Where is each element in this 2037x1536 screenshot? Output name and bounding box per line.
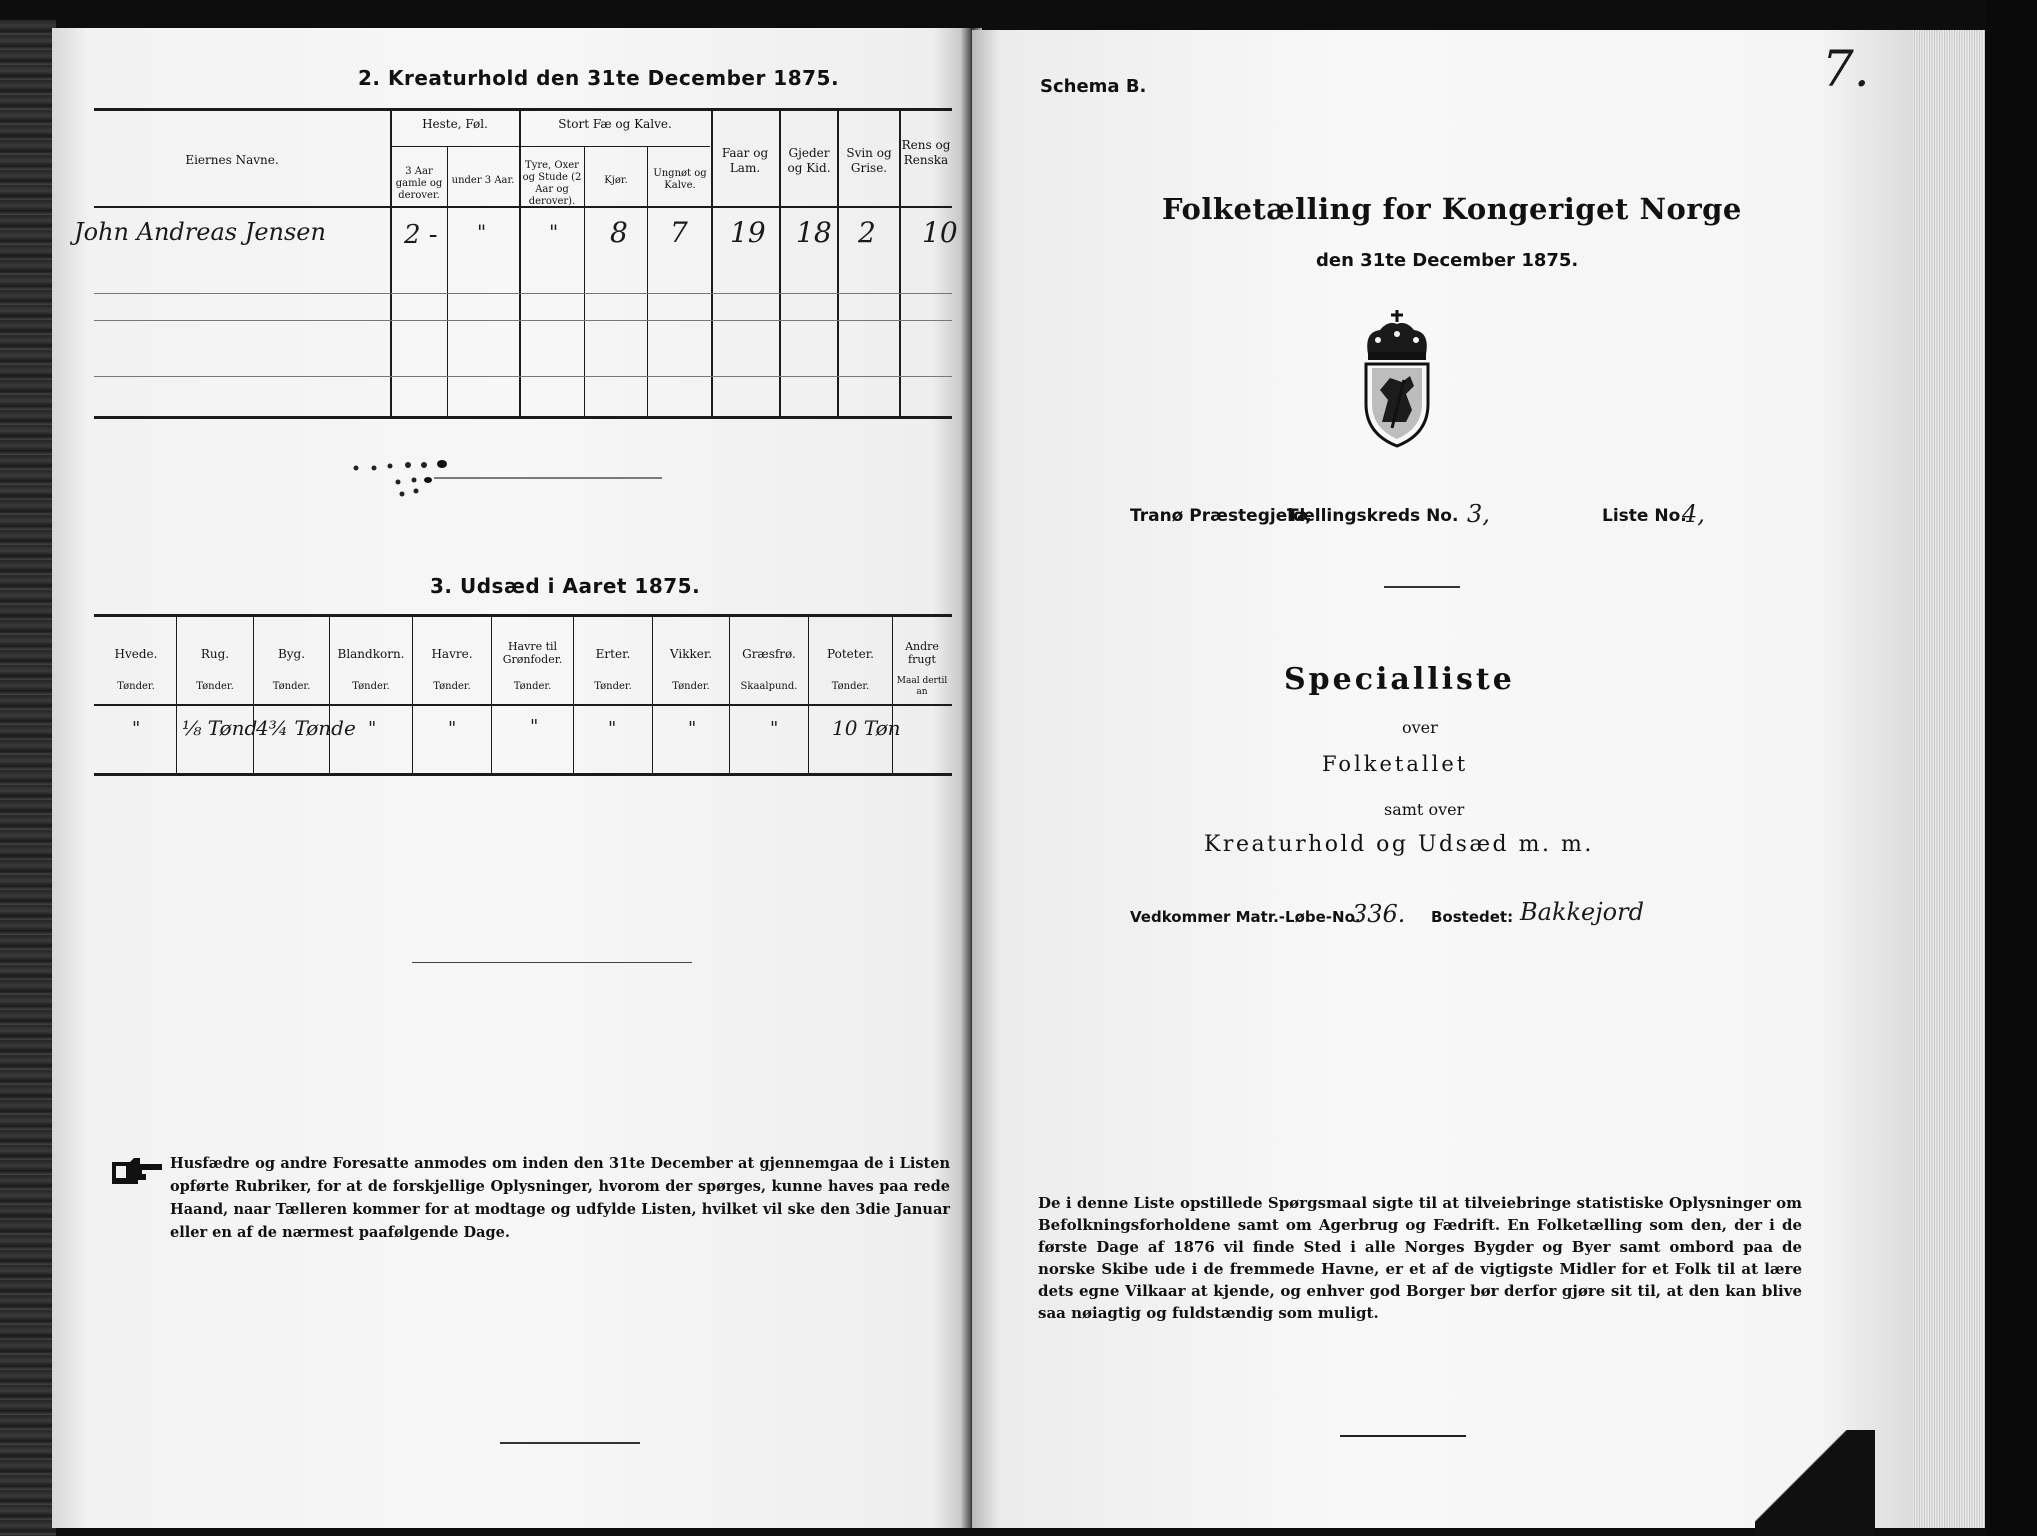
background-right [1985, 0, 2037, 1536]
sow-value: " [530, 716, 539, 737]
sow-value: 10 Tøn [832, 716, 901, 740]
header-cattle: Stort Fæ og Kalve. [558, 117, 672, 131]
divider-rule [1340, 1435, 1466, 1437]
notice-paragraph: Husfædre og andre Foresatte anmodes om inden den 31te December at gjennemgaa de i Listen opførte Rubriker, for at de forskjellige Oplysninger, hvorom der spørges, kunne haves paa rede Haand, naar Tælleren kommer for at modtage og udfylde Listen, hvilket vil ske den 3die Januar eller en af de nærmest paafølgende Dage. [170, 1155, 950, 1241]
header-pigs: Svin og Grise. [846, 146, 892, 175]
kreaturhold-text: Kreaturhold og Udsæd m. m. [1204, 832, 1594, 857]
header-calves: Ungnøt og Kalve. [653, 168, 707, 191]
list-value: 4, [1682, 500, 1705, 528]
column-rule [652, 616, 653, 773]
table-rule [94, 773, 952, 776]
table-rule [392, 146, 710, 147]
column-rule [519, 110, 521, 416]
pointing-hand-icon [110, 1156, 166, 1186]
column-rule [573, 616, 574, 773]
sow-value: " [688, 718, 697, 739]
parish-label: Tranø Præstegjeld, [1130, 506, 1312, 526]
page-corner-shadow [1755, 1430, 1875, 1536]
right-page [972, 30, 1912, 1528]
value-pigs: 2 [858, 216, 876, 249]
sow-unit: Tønder. [196, 681, 234, 692]
sow-header-peas: Erter. [595, 647, 631, 661]
table-rule [94, 416, 952, 419]
header-reindeer: Rens og Renska [901, 138, 951, 167]
sow-value: " [368, 718, 377, 739]
table-rule [94, 320, 952, 321]
sow-header-barley: Byg. [277, 647, 306, 661]
sow-header-vetch: Vikker. [669, 647, 713, 661]
special-title: Specialliste [1284, 662, 1515, 697]
page-stack-edge [1905, 30, 1985, 1528]
divider-rule [412, 962, 692, 963]
header-horses-under3: under 3 Aar. [451, 175, 515, 186]
intro-paragraph: De i denne Liste opstillede Spørgsmaal sigte til at tilveiebringe statistiske Oplysninger om Befolkningsforholdene samt om Agerbrug og Fædrift. En Folketælling som den, der i de første Dage af 1876 vil finde Sted i alle Norges Bygder og Byer samt ombord paa de norske Skibe ude i de fremmede Havne, er et af de vigtigste Midler for et Folk til at lære dets egne Vilkaar at kjende, og enhver god Borger bør derfor gjøre sit til, at den kan blive saa nøiagtig og fuldstændig som muligt. [1038, 1194, 1802, 1322]
coat-of-arms-icon [1352, 310, 1442, 450]
list-label: Liste No. [1602, 506, 1687, 526]
sow-unit: Tønder. [594, 681, 632, 692]
header-owner: Eiernes Navne. [185, 153, 279, 167]
column-rule [390, 110, 392, 416]
sow-header-wheat: Hvede. [114, 647, 158, 661]
header-bulls: Tyre, Oxer og Stude (2 Aar og derover). [522, 160, 582, 207]
folketallet-text: Folketallet [1322, 752, 1469, 776]
sow-unit: Skaalpund. [740, 681, 798, 692]
value-horses-over3: 2 - [404, 220, 438, 250]
value-goats: 18 [796, 216, 832, 249]
samt-over-text: samt over [1384, 800, 1465, 819]
book-edge-left [0, 20, 56, 1536]
bostedet-value: Bakkejord [1520, 898, 1644, 926]
sowing-title: 3. Udsæd i Aaret 1875. [430, 574, 701, 598]
sow-value: " [608, 718, 617, 739]
value-cows: 8 [610, 216, 628, 249]
table-rule [94, 108, 952, 111]
matr-value: 336. [1352, 900, 1406, 928]
sow-unit: Tønder. [831, 681, 870, 692]
column-rule [176, 616, 177, 773]
schema-label: Schema B. [1040, 76, 1147, 97]
left-page [52, 28, 970, 1528]
sow-value: 4¾ Tønde [256, 716, 356, 740]
sow-header-oats: Havre. [431, 647, 473, 661]
sow-unit: Tønder. [672, 681, 710, 692]
sow-header-other: Andre frugt [905, 640, 939, 666]
table-rule [94, 704, 952, 706]
sow-unit: Tønder. [272, 681, 311, 692]
divider-rule [1384, 586, 1460, 588]
sow-unit: Tønder. [117, 681, 155, 692]
column-rule [329, 616, 330, 773]
table-rule [94, 376, 952, 377]
sow-header-rye: Rug. [200, 647, 230, 661]
district-label: Tællingskreds No. [1287, 506, 1459, 526]
value-reindeer: 10 [922, 216, 958, 249]
sow-header-mixed: Blandkorn. [337, 647, 405, 661]
bostedet-label: Bostedet: [1431, 908, 1514, 926]
sow-value: " [770, 718, 779, 739]
header-sheep: Faar og Lam. [721, 146, 769, 175]
owner-name: John Andreas Jensen [74, 218, 326, 246]
ink-dots-flourish [342, 458, 672, 518]
livestock-title: 2. Kreaturhold den 31te December 1875. [358, 66, 840, 90]
sow-unit: Tønder. [352, 681, 390, 692]
table-rule [94, 614, 952, 617]
sow-header-green-oats: Havre til Grønfoder. [502, 640, 563, 666]
page-number: 7. [1822, 40, 1870, 98]
sow-header-grass: Græsfrø. [742, 647, 796, 661]
header-horses: Heste, Føl. [422, 117, 488, 131]
table-rule [94, 293, 952, 294]
column-rule [412, 616, 413, 773]
header-cows: Kjør. [604, 175, 628, 186]
matr-label: Vedkommer Matr.-Løbe-No. [1130, 908, 1361, 926]
sow-unit: Tønder. [433, 681, 471, 692]
district-value: 3, [1467, 500, 1490, 528]
column-rule [808, 616, 809, 773]
value-horses-under3: " [477, 220, 487, 244]
column-rule [729, 616, 730, 773]
value-bulls: " [549, 220, 559, 244]
main-title: Folketælling for Kongeriget Norge [1162, 192, 1742, 226]
main-subtitle: den 31te December 1875. [1316, 250, 1579, 271]
sow-header-potatoes: Poteter. [827, 647, 874, 661]
value-sheep: 19 [730, 216, 766, 249]
sow-value: " [132, 718, 141, 739]
sow-value: " [448, 718, 457, 739]
sow-value: ⅛ Tønd [182, 716, 258, 740]
sow-unit: Maal dertil an [896, 676, 948, 697]
value-calves: 7 [670, 216, 688, 249]
column-rule [253, 616, 254, 773]
sow-unit: Tønder. [513, 681, 552, 692]
header-goats: Gjeder og Kid. [787, 146, 831, 175]
divider-rule [500, 1442, 640, 1444]
over-text: over [1402, 718, 1438, 737]
header-horses-over3: 3 Aar gamle og derover. [395, 166, 443, 201]
